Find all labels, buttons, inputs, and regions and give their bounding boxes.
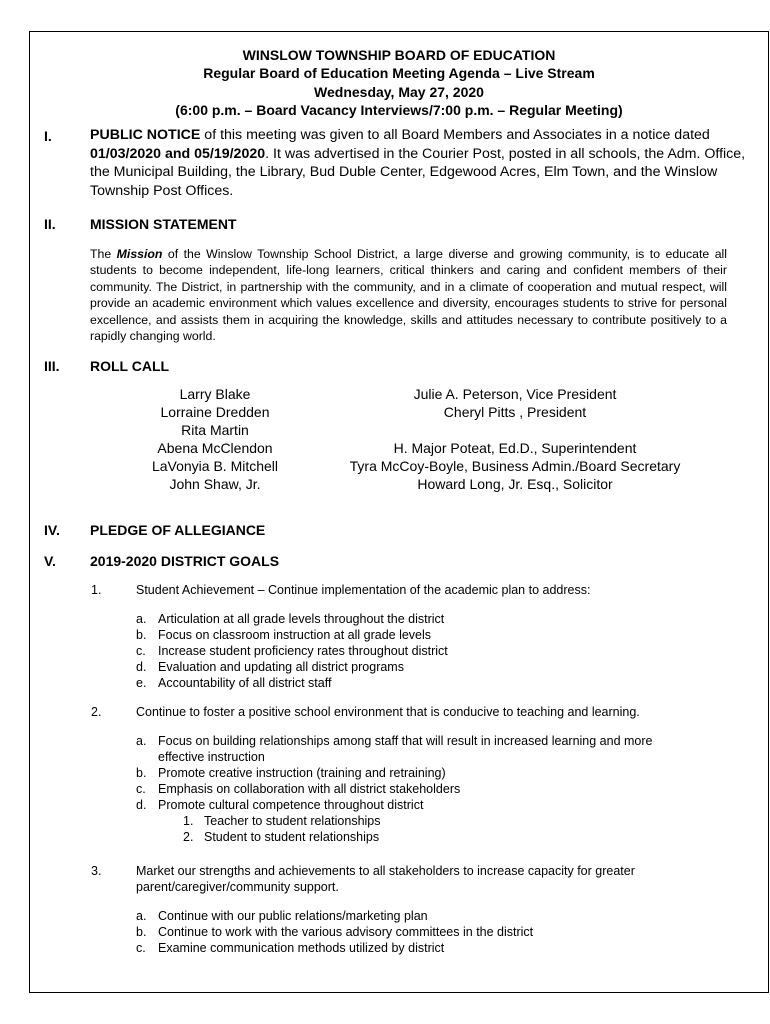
section-number: IV. bbox=[44, 522, 60, 538]
notice-dates: 01/03/2020 and 05/19/2020 bbox=[90, 145, 266, 162]
section-title: PLEDGE OF ALLEGIANCE bbox=[90, 522, 266, 538]
subitem-text: Accountability of all district staff bbox=[158, 676, 332, 690]
subitem-letter: b. bbox=[136, 766, 147, 780]
subitem-text: Articulation at all grade levels throughout the district bbox=[158, 612, 445, 626]
goal-subitem bbox=[136, 782, 460, 796]
section-number: I. bbox=[44, 128, 52, 144]
goal-subitem bbox=[136, 766, 446, 780]
meeting-times: (6:00 p.m. – Board Vacancy Interviews/7:00 p.m. – Regular Meeting) bbox=[175, 102, 623, 118]
goal-subsubitem bbox=[183, 830, 379, 844]
meeting-title: Regular Board of Education Meeting Agenda – Live Stream bbox=[203, 65, 595, 81]
roll-officer: Tyra McCoy-Boyle, Business Admin./Board Secretary bbox=[349, 458, 681, 474]
subitem-letter: c. bbox=[136, 941, 146, 955]
mission-paragraph bbox=[90, 246, 727, 344]
subitem-text: Examine communication methods utilized by district bbox=[158, 941, 445, 955]
section-title: 2019-2020 DISTRICT GOALS bbox=[90, 553, 280, 569]
subitem-text: Promote cultural competence throughout district bbox=[158, 798, 424, 812]
goal-subitem bbox=[136, 941, 444, 955]
public-notice-lead: PUBLIC NOTICE bbox=[90, 127, 201, 143]
meeting-date: Wednesday, May 27, 2020 bbox=[314, 84, 484, 100]
goal-subitem bbox=[136, 798, 423, 812]
subitem-text: Evaluation and updating all district programs bbox=[158, 660, 404, 674]
subitem-letter: b. bbox=[136, 628, 147, 642]
roll-officer: H. Major Poteat, Ed.D., Superintendent bbox=[393, 440, 637, 456]
goal-subitem bbox=[136, 925, 533, 939]
subsubitem-text: Teacher to student relationships bbox=[204, 814, 381, 828]
subitem-letter: b. bbox=[136, 925, 147, 939]
mission-text: of the Winslow Township School District, a large diverse and growing community, is to educate all students to become independent, life-long learners, critical thinkers and caring and confident members of their community. The District, in partnership with the community, and in a climate of cooperation and mutual respect, will provide an academic environment which values excellence and diversity, encourages students to strive for personal excellence, and assists them in acquiring the knowledge, skills and attitudes necessary to contribute positively to a rapidly changing world. bbox=[90, 247, 727, 344]
section-title: MISSION STATEMENT bbox=[90, 216, 237, 232]
subitem-text: Emphasis on collaboration with all district stakeholders bbox=[158, 782, 461, 796]
subsubitem-number: 1. bbox=[183, 814, 194, 828]
subitem-text: Continue to work with the various advisory committees in the district bbox=[158, 925, 534, 939]
subitem-text: Increase student proficiency rates throughout district bbox=[158, 644, 448, 658]
goal-number: 1. bbox=[91, 583, 102, 597]
subitem-letter: d. bbox=[136, 660, 147, 674]
subitem-letter: a. bbox=[136, 909, 147, 923]
roll-member: Larry Blake bbox=[179, 386, 251, 402]
subitem-letter: a. bbox=[136, 734, 147, 748]
subitem-letter: d. bbox=[136, 798, 147, 812]
mission-word: Mission bbox=[116, 247, 163, 261]
goal-number: 2. bbox=[91, 705, 102, 719]
goal-subitem bbox=[136, 660, 404, 674]
doc-title: WINSLOW TOWNSHIP BOARD OF EDUCATION bbox=[242, 47, 556, 63]
subitem-text: Promote creative instruction (training and retraining) bbox=[158, 766, 446, 780]
roll-officer: Cheryl Pitts , President bbox=[443, 404, 587, 420]
section-number: II. bbox=[44, 216, 56, 232]
subitem-text: Focus on classroom instruction at all grade levels bbox=[158, 628, 432, 642]
goal-subitem bbox=[136, 750, 265, 764]
goal-subitem bbox=[136, 734, 653, 748]
goal-text: Continue to foster a positive school environment that is conducive to teaching and learning. bbox=[136, 705, 640, 719]
section-number: III. bbox=[44, 358, 60, 374]
public-notice-paragraph bbox=[90, 126, 760, 200]
section-title: ROLL CALL bbox=[90, 358, 170, 374]
goal-subitem bbox=[136, 612, 444, 626]
goal-text: Student Achievement – Continue implementation of the academic plan to address: bbox=[136, 583, 591, 597]
goal-text: Market our strengths and achievements to all stakeholders to increase capacity for greater bbox=[136, 864, 635, 878]
goal-subitem bbox=[136, 644, 448, 658]
mission-text: The bbox=[90, 247, 117, 261]
roll-officer: Julie A. Peterson, Vice President bbox=[413, 386, 617, 402]
goal-subsubitem bbox=[183, 814, 381, 828]
goal-subitem bbox=[136, 628, 431, 642]
subitem-text: effective instruction bbox=[158, 750, 265, 764]
notice-text: . It was advertised in the Courier Post, posted in all schools, the Adm. Office, the Municipal Building, the Library, Bud Duble Center, Edgewood Acres, Elm Town, and the Winslow Township Post Offices. bbox=[90, 145, 746, 199]
subitem-letter: c. bbox=[136, 644, 146, 658]
roll-member: John Shaw, Jr. bbox=[169, 476, 261, 492]
goal-subitem bbox=[136, 676, 331, 690]
notice-text: of this meeting was given to all Board Members and Associates in a notice dated bbox=[200, 127, 710, 143]
roll-member: Lorraine Dredden bbox=[160, 404, 270, 420]
subitem-letter: c. bbox=[136, 782, 146, 796]
subitem-text: Continue with our public relations/marketing plan bbox=[158, 909, 428, 923]
roll-officer: Howard Long, Jr. Esq., Solicitor bbox=[417, 476, 613, 492]
goal-subitem bbox=[136, 909, 428, 923]
subitem-letter: a. bbox=[136, 612, 147, 626]
roll-member: Abena McClendon bbox=[157, 440, 273, 456]
subsubitem-number: 2. bbox=[183, 830, 194, 844]
subsubitem-text: Student to student relationships bbox=[204, 830, 380, 844]
roll-member: Rita Martin bbox=[181, 422, 249, 438]
subitem-letter: e. bbox=[136, 676, 147, 690]
goal-text-continued: parent/caregiver/community support. bbox=[136, 880, 339, 894]
roll-member: LaVonyia B. Mitchell bbox=[151, 458, 279, 474]
section-number: V. bbox=[44, 553, 56, 569]
subitem-text: Focus on building relationships among staff that will result in increased learning and more bbox=[158, 734, 653, 748]
goal-number: 3. bbox=[91, 864, 102, 878]
